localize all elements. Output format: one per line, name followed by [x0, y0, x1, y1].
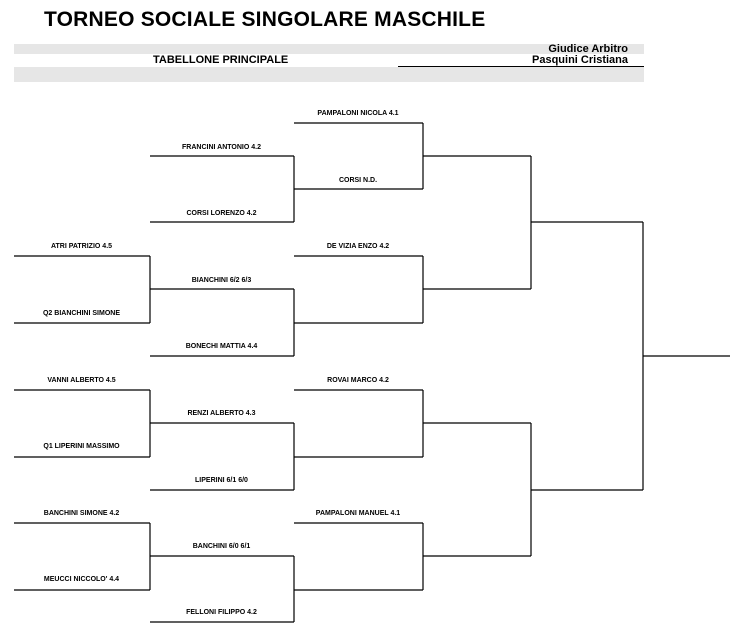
tournament-title: TORNEO SOCIALE SINGOLARE MASCHILE — [44, 8, 486, 31]
r2-player-6: LIPERINI 6/1 6/0 — [195, 477, 248, 484]
r2-player-7: BANCHINI 6/0 6/1 — [192, 543, 251, 550]
r1-player-5: BANCHINI SIMONE 4.2 — [43, 510, 120, 517]
r3-player-1: PAMPALONI NICOLA 4.1 — [317, 110, 399, 117]
referee-name: Pasquini Cristiana — [532, 54, 628, 66]
r1-player-2: Q2 BIANCHINI SIMONE — [42, 310, 120, 317]
r1-player-1: ATRI PATRIZIO 4.5 — [50, 243, 113, 250]
r2-player-5: RENZI ALBERTO 4.3 — [187, 410, 256, 417]
r3-player-2: CORSI N.D. — [338, 177, 378, 184]
r2-player-3: BIANCHINI 6/2 6/3 — [191, 277, 252, 284]
r1-player-4: Q1 LIPERINI MASSIMO — [43, 443, 120, 450]
r2-player-4: BONECHI MATTIA 4.4 — [185, 343, 258, 350]
referee-role: Giudice Arbitro — [548, 43, 628, 55]
r1-player-3: VANNI ALBERTO 4.5 — [47, 377, 116, 384]
r3-player-5: ROVAI MARCO 4.2 — [327, 377, 389, 384]
r2-player-1: FRANCINI ANTONIO 4.2 — [182, 144, 261, 151]
draw-subtitle: TABELLONE PRINCIPALE — [153, 54, 289, 66]
r3-player-3: DE VIZIA ENZO 4.2 — [326, 243, 390, 250]
r1-player-6: MEUCCI NICCOLO' 4.4 — [43, 576, 120, 583]
r3-player-7: PAMPALONI MANUEL 4.1 — [315, 510, 401, 517]
r2-player-8: FELLONI FILIPPO 4.2 — [186, 609, 257, 616]
r2-player-2: CORSI LORENZO 4.2 — [186, 210, 257, 217]
